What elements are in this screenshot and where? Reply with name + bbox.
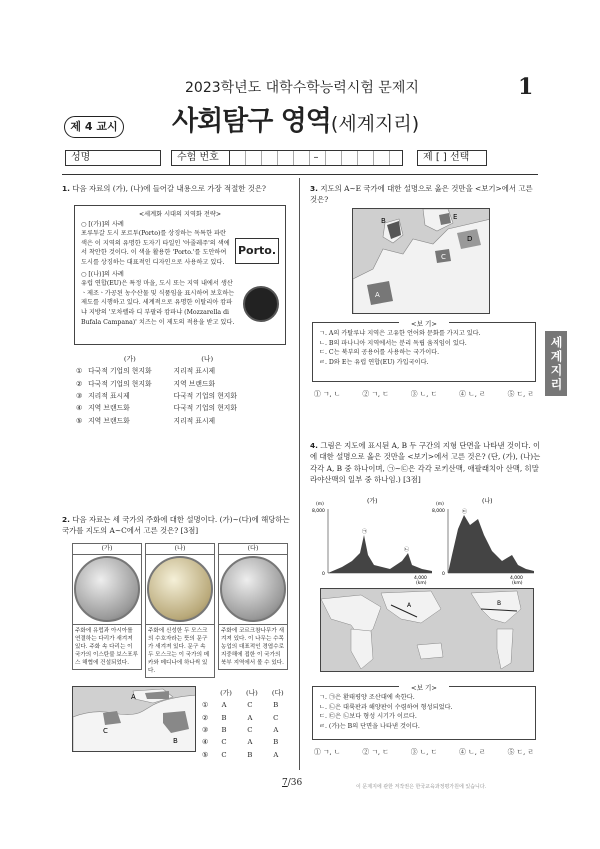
choice-num: ③ <box>202 725 209 734</box>
name-field[interactable] <box>65 150 161 166</box>
q3-label-c: C <box>441 253 446 261</box>
choice-row[interactable] <box>202 713 290 723</box>
choice-row[interactable] <box>202 737 290 747</box>
profile-na-ymax: 8,000 <box>432 509 445 514</box>
mark-3: ㉢ <box>462 509 468 515</box>
choice-ga: 지리적 표시제 <box>88 391 130 400</box>
choice-ga: 지역 브랜드화 <box>88 404 130 413</box>
choice-num: ⑤ <box>202 750 209 759</box>
choice-na: C <box>247 701 253 710</box>
q3-map-country-a <box>367 281 393 305</box>
choice-row[interactable] <box>76 391 241 401</box>
choice-ga: B <box>221 713 227 722</box>
world-label-b: B <box>497 600 502 607</box>
q3-boggi-box <box>312 322 536 382</box>
question-3-stem: 지도의 A~E 국가에 대한 설명으로 옳은 것만을 <보기>에서 고른 것은? <box>310 184 533 205</box>
q4-boggi-item: ㄱ. ㉠은 환태평양 조산대에 속한다. <box>319 693 415 701</box>
q2-head-da: (다) <box>271 689 284 697</box>
question-2-stem: 다음 자료는 세 국가의 주화에 대한 설명이다. (가)~(다)에 해당하는 국가를 지도의 A~C에서 고른 것은? [3점] <box>62 515 290 536</box>
choice-da: A <box>273 725 279 734</box>
world-africa <box>351 629 373 669</box>
q4-choice[interactable]: ④ ㄴ, ㄹ <box>459 748 486 756</box>
profile-label-ga: (가) <box>367 498 378 505</box>
q4-choice[interactable]: ② ㄱ, ㄷ <box>362 748 389 756</box>
q1-head-ga: (가) <box>123 355 136 363</box>
question-4-choices <box>314 747 534 757</box>
coins-row <box>72 543 290 678</box>
q4-boggi-title: <보 기> <box>399 684 449 693</box>
choice-ga: C <box>221 738 227 747</box>
question-1-choices <box>74 352 243 428</box>
world-australia <box>417 643 443 659</box>
q1-ga-suffix: 의 사례 <box>104 220 124 228</box>
profile-ga-ymax: 8,000 <box>312 509 325 514</box>
choice-row[interactable] <box>76 366 241 376</box>
q4-profiles <box>312 495 536 585</box>
q3-map-svg <box>353 209 490 314</box>
choice-na: 다국적 기업의 현지화 <box>173 404 237 413</box>
question-3-choices <box>314 389 534 399</box>
q3-label-d: D <box>467 235 473 243</box>
choice-num: ⑤ <box>76 416 83 425</box>
question-1-number: 1. <box>62 184 70 193</box>
q3-boggi-item: ㄱ. A의 카탈루냐 지역은 고유한 언어와 문화를 가지고 있다. <box>319 329 481 337</box>
coin-text-na: 주화에 신성한 두 모스크의 수호자라는 뜻의 문구가 새겨져 있다. 문구 속 두 모스크는 이 국가의 메카와 메디나에 하나씩 있다. <box>145 624 215 679</box>
q3-boggi-item: ㄷ. C는 북부의 공용어를 사용하는 국가이다. <box>319 349 440 357</box>
subject-title <box>172 104 419 140</box>
question-4-number: 4. <box>310 441 318 450</box>
profile-na-yunit: (m) <box>436 502 444 507</box>
choice-row[interactable] <box>202 725 290 735</box>
q1-na-label: (나) <box>90 270 102 278</box>
profile-ga-yunit: (m) <box>316 502 324 507</box>
question-1 <box>62 183 294 194</box>
profile-label-na: (나) <box>482 498 493 505</box>
question-3 <box>310 183 542 206</box>
choice-na: 지리적 표시제 <box>173 416 216 425</box>
q1-ga-label: (가) <box>90 220 102 228</box>
q4-profiles-svg <box>312 495 536 585</box>
choice-na: 다국적 기업의 현지화 <box>173 391 237 400</box>
algeria-coin-image <box>220 556 286 622</box>
name-label: 성명 <box>71 152 91 164</box>
choice-num: ③ <box>76 391 83 400</box>
turkey-coin-image <box>74 556 140 622</box>
choice-na: 지리적 표시제 <box>173 367 216 376</box>
q3-label-e: E <box>453 213 458 221</box>
q3-choice[interactable]: ② ㄱ, ㄷ <box>362 390 389 398</box>
profile-na-terrain <box>448 515 534 573</box>
student-info-row <box>65 150 495 166</box>
world-south-america <box>497 629 513 669</box>
porto-logo: Porto. <box>235 238 279 264</box>
coin-card-ga <box>72 543 142 678</box>
q2-head-blank <box>202 688 212 698</box>
footer-copyright: 이 문제지에 관한 저작권은 한국교육과정평가원에 있습니다. <box>356 784 487 790</box>
question-2-choices <box>200 686 292 762</box>
subject-main: 사회탐구 영역 <box>172 106 331 137</box>
choice-da: A <box>273 750 279 759</box>
choice-ga: A <box>221 701 227 710</box>
question-2-number: 2. <box>62 515 70 524</box>
choice-na: C <box>247 725 253 734</box>
subject-sub: (세계지리) <box>330 113 420 135</box>
q3-europe-map <box>352 208 490 314</box>
choice-num: ② <box>202 713 209 722</box>
choice-da: C <box>273 713 279 722</box>
footer-total: 36 <box>290 778 303 788</box>
world-label-a: A <box>407 602 412 609</box>
choice-row[interactable] <box>76 403 241 413</box>
choice-na: B <box>247 750 253 759</box>
q4-boggi-box <box>312 686 536 740</box>
choice-num: ④ <box>76 404 83 413</box>
exam-number-label: 수험 번호 <box>172 151 230 165</box>
choice-ga: 다국적 기업의 현지화 <box>88 367 152 376</box>
q2-head-na: (나) <box>245 689 258 697</box>
coin-label-ga: (가) <box>72 543 142 554</box>
question-1-box <box>74 205 286 345</box>
q1-na-block: ○ [(나)]의 사례 유럽 연합(EU)은 특정 마을, 도시 또는 지역 내에서 생산ㆍ제조ㆍ가공된 농수산물 및 식품임을 표시하여 보호하는 제도를 시행하고 있다. 세계적으로 유명한 이탈리아 캄파냐 지방의 '모차렐라 디 부팔라 캄파냐 (Mozzarella di Bufala Campana)' 치즈는 이 제도의 적용을 받고 있다. <box>81 270 235 326</box>
choice-num: ④ <box>202 738 209 747</box>
q1-box-title: <세계화 시대의 지역화 전략> <box>138 211 222 218</box>
mark-1: ㉠ <box>362 529 368 535</box>
coin-label-na: (나) <box>145 543 215 554</box>
q2-map <box>72 686 196 752</box>
choice-row[interactable] <box>76 416 241 426</box>
question-1-stem: 다음 자료의 (가), (나)에 들어갈 내용으로 가장 적절한 것은? <box>72 184 267 193</box>
choice-row[interactable] <box>202 700 290 710</box>
choice-na: 지역 브랜드화 <box>173 379 216 388</box>
q2-map-svg <box>73 687 196 752</box>
select-field[interactable] <box>417 150 487 166</box>
choice-ga: 지역 브랜드화 <box>88 416 130 425</box>
choice-da: B <box>273 701 279 710</box>
q3-choice[interactable]: ③ ㄴ, ㄷ <box>410 390 438 398</box>
choice-num: ① <box>76 367 83 376</box>
profile-ga-xunit: (km) <box>416 581 427 585</box>
exam-number-dash: – <box>313 152 319 164</box>
period-badge: 제 4 교시 <box>64 116 124 138</box>
profile-ga-yzero: 0 <box>322 572 325 577</box>
q1-head-na: (나) <box>201 355 214 363</box>
choice-da: B <box>273 738 279 747</box>
choice-num: ② <box>76 379 83 388</box>
world-north-america <box>471 591 521 623</box>
q1-ga-text: 포루투갈 도시 포르투(Porto)를 상징하는 독특한 파란색은 이 지역의 유명한 도자기 타일인 '아줄레주'의 색에서 착안한 것이다. 이 색을 활용한 'Porto.'를 도안하여 도시를 상징하는 대표적인 디자인으로 사용하고 있다. <box>81 230 230 267</box>
choice-row[interactable] <box>202 750 290 760</box>
choice-ga: C <box>221 750 227 759</box>
profile-na-xunit: (km) <box>512 581 523 585</box>
coin-card-da <box>218 543 288 678</box>
subject-side-tab: 세계지리 <box>545 331 567 396</box>
choice-na: A <box>247 738 253 747</box>
q2-map-country-c <box>103 711 121 725</box>
q3-choice[interactable]: ⑤ ㄷ, ㄹ <box>507 390 534 398</box>
q3-choice[interactable]: ④ ㄴ, ㄹ <box>459 390 486 398</box>
q2-map-label-a: A <box>131 693 136 701</box>
saudi-coin-image <box>147 556 213 622</box>
question-2 <box>62 514 294 537</box>
coin-label-da: (다) <box>218 543 288 554</box>
q1-na-text: 유럽 연합(EU)은 특정 마을, 도시 또는 지역 내에서 생산ㆍ제조ㆍ가공된 농수산물 및 식품임을 표시하여 보호하는 제도를 시행하고 있다. 세계적으로 유명한 이탈리아 캄파냐 지방의 '모차렐라 디 부팔라 캄파냐 (Mozzarella di Bufala Campana)' 치즈는 이 제도의 적용을 받고 있다. <box>81 280 235 326</box>
footer-page-counter: 7/36 <box>282 778 303 788</box>
q3-map-country-e <box>439 213 451 225</box>
q1-na-suffix: 의 사례 <box>104 270 124 278</box>
coin-text-ga: 주화에 유럽과 아시아를 연결하는 다리가 새겨져 있다. 주화 속 다리는 이 국가의 이스탄불 보스포루스 해협에 건설되었다. <box>72 624 142 671</box>
page-number: 1 <box>518 74 534 100</box>
q4-choice[interactable]: ① ㄱ, ㄴ <box>314 748 341 756</box>
choice-ga: B <box>221 725 227 734</box>
q4-choice[interactable]: ⑤ ㄷ, ㄹ <box>507 748 534 756</box>
exam-number-cells[interactable] <box>230 151 402 165</box>
q3-label-a: A <box>375 291 380 299</box>
choice-num: ① <box>202 701 209 710</box>
q3-label-b: B <box>381 217 386 225</box>
question-4 <box>310 440 542 486</box>
q2-head-ga: (가) <box>220 689 232 697</box>
q2-map-label-b: B <box>173 737 178 745</box>
q3-boggi-item: ㄹ. D와 E는 유럽 연합(EU) 가입국이다. <box>319 358 429 366</box>
column-divider <box>299 178 300 770</box>
q3-boggi-item: ㄴ. B의 파나니아 지역에서는 분리 독립 움직임이 있다. <box>319 339 467 347</box>
header-rule <box>62 174 538 175</box>
profile-na-xmid: 4,000 <box>510 576 523 581</box>
mark-2: ㉡ <box>404 547 410 553</box>
choice-ga: 다국적 기업의 현지화 <box>88 379 152 388</box>
profile-ga-xmid: 4,000 <box>414 576 427 581</box>
coin-text-da: 주화에 코르크참나무가 새겨져 있다. 이 나무는 수목 농업의 대표적인 경엽수로 지중해에 접한 이 국가의 북부 지역에서 볼 수 있다. <box>218 624 288 671</box>
exam-number-field[interactable] <box>171 150 403 166</box>
footer-page: 7 <box>282 778 288 788</box>
exam-title: 2023학년도 대학수학능력시험 문제지 <box>185 80 419 96</box>
q4-choice[interactable]: ③ ㄴ, ㄷ <box>410 748 438 756</box>
q1-head-blank <box>76 354 86 364</box>
coin-card-na <box>145 543 215 678</box>
choice-na: A <box>247 713 253 722</box>
q4-world-map <box>320 588 534 672</box>
choice-row[interactable] <box>76 379 241 389</box>
pdo-seal-icon <box>243 286 279 322</box>
q4-world-map-svg <box>321 589 534 672</box>
select-label: 제 [ ] 선택 <box>423 152 470 164</box>
q2-map-label-c: C <box>103 727 108 735</box>
q3-choice[interactable]: ① ㄱ, ㄴ <box>314 390 341 398</box>
profile-ga-terrain <box>328 535 432 573</box>
q3-boggi-title: <보 기> <box>399 320 449 329</box>
q1-ga-block: ○ [(가)]의 사례 포루투갈 도시 포르투(Porto)를 상징하는 독특한 파란색은 이 지역의 유명한 도자기 타일인 '아줄레주'의 색에서 착안한 것이다. 이 색을 활용한 'Porto.'를 도안하여 도시를 상징하는 대표적인 디자인으로 사용하고 있다. <box>81 220 230 267</box>
q4-boggi-item: ㄴ. ㉡은 대륙판과 해양판이 수렴하여 형성되었다. <box>319 703 453 711</box>
q4-boggi-item: ㄷ. ㉢은 ㉡보다 형성 시기가 이르다. <box>319 713 417 721</box>
question-3-number: 3. <box>310 184 318 193</box>
q4-boggi-item: ㄹ. (가)는 B의 단면을 나타낸 것이다. <box>319 722 420 730</box>
question-4-stem: 그림은 지도에 표시된 A, B 두 구간의 지형 단면을 나타낸 것이다. 이에 대한 설명으로 옳은 것만을 <보기>에서 고른 것은? (단, (가), (나)는 각각 A, B 중 하나이며, ㉠~㉢은 각각 로키산맥, 애팔래치아 산맥, 히말라야산맥의 일부 중 하나임.) [3점] <box>310 441 541 485</box>
profile-na-yzero: 0 <box>442 572 445 577</box>
